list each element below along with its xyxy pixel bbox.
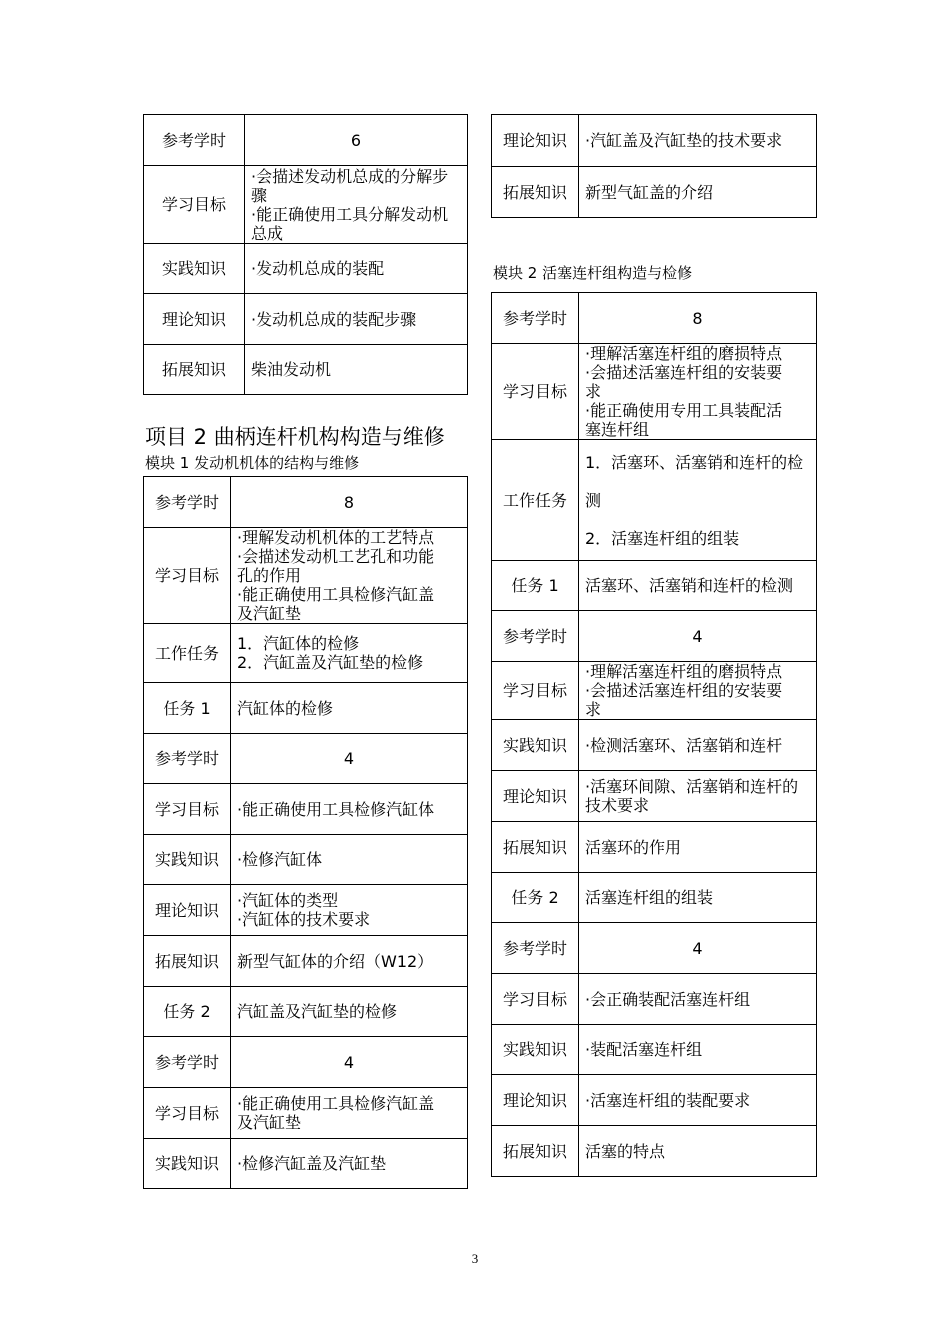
row-label: 参考学时 <box>492 611 579 662</box>
table-row <box>144 115 468 166</box>
value-line: ·能正确使用工具检修汽缸盖 <box>237 585 435 604</box>
row-label: 拓展知识 <box>144 936 231 987</box>
project-title: 项目 2 曲柄连杆机构构造与维修 <box>145 425 445 449</box>
value-line: 求 <box>585 382 602 401</box>
value-line: ·汽缸体的类型 <box>237 891 339 910</box>
value-line: 4 <box>343 1052 355 1072</box>
table-row <box>144 166 468 244</box>
value-line: 活塞环、活塞销和连杆的检测 <box>585 576 794 595</box>
row-value <box>231 734 468 784</box>
table-row <box>492 662 817 720</box>
module2-title: 模块 2 活塞连杆组构造与检修 <box>493 264 693 282</box>
row-value <box>231 987 468 1037</box>
value-line: ·理解活塞连杆组的磨损特点 <box>585 662 783 681</box>
row-label: 拓展知识 <box>492 822 579 873</box>
row-label: 学习目标 <box>144 784 231 835</box>
row-value <box>231 624 468 683</box>
row-label: 参考学时 <box>144 734 231 784</box>
value-line: 2．活塞连杆组的组装 <box>585 528 740 548</box>
value-line: ·发动机总成的装配 <box>251 259 385 278</box>
value-line: 汽缸盖及汽缸垫的检修 <box>237 1002 398 1021</box>
value-line: 8 <box>692 308 703 328</box>
value-line: ·能正确使用工具分解发动机 <box>251 204 449 224</box>
row-value <box>245 166 468 244</box>
value-line <box>585 472 810 491</box>
row-value <box>231 1088 468 1139</box>
row-value <box>579 822 817 873</box>
row-value <box>231 835 468 885</box>
row-value <box>579 662 817 720</box>
row-value <box>231 784 468 835</box>
row-label: 工作任务 <box>144 624 231 683</box>
value-line: 6 <box>350 130 362 150</box>
table-row <box>492 720 817 771</box>
value-line: ·会正确装配活塞连杆组 <box>585 989 751 1009</box>
value-line: 孔的作用 <box>237 566 302 585</box>
row-label: 参考学时 <box>144 115 245 166</box>
row-value <box>245 115 468 166</box>
row-label: 学习目标 <box>144 1088 231 1139</box>
table-row <box>144 734 468 784</box>
right-top-table <box>491 114 817 218</box>
row-label: 拓展知识 <box>492 167 579 218</box>
table-row <box>144 244 468 294</box>
row-value <box>579 115 817 167</box>
row-value <box>245 244 468 294</box>
value-line: ·会描述活塞连杆组的安装要 <box>585 363 783 382</box>
table-row <box>144 784 468 835</box>
row-value <box>231 683 468 734</box>
value-line: 4 <box>692 626 703 646</box>
table-row <box>144 1088 468 1139</box>
table-row <box>144 835 468 885</box>
module1-table <box>143 476 468 1189</box>
left-column <box>143 114 468 1189</box>
value-line: 测 <box>585 490 602 510</box>
row-value <box>579 344 817 440</box>
value-line: ·能正确使用工具检修汽缸盖 <box>237 1094 435 1113</box>
row-value <box>579 1025 817 1075</box>
page-number: 3 <box>471 1251 479 1266</box>
table-row <box>492 923 817 974</box>
row-label: 任务 2 <box>144 987 231 1037</box>
row-value <box>579 293 817 344</box>
module1-title: 模块 1 发动机机体的结构与维修 <box>145 454 360 472</box>
table-row <box>492 974 817 1025</box>
table-row <box>144 1139 468 1189</box>
value-line: ·检修汽缸体 <box>237 850 323 869</box>
row-label: 拓展知识 <box>492 1126 579 1177</box>
table-row <box>492 611 817 662</box>
value-line: ·活塞环间隙、活塞销和连杆的 <box>585 777 799 796</box>
value-line: ·装配活塞连杆组 <box>585 1040 703 1059</box>
row-label: 工作任务 <box>492 440 579 561</box>
module2-table <box>491 292 817 1177</box>
row-label: 任务 2 <box>492 873 579 923</box>
row-value <box>231 885 468 936</box>
value-line: ·汽缸体的技术要求 <box>237 910 371 929</box>
value-line: 活塞连杆组的组装 <box>585 888 714 907</box>
row-value <box>231 1139 468 1189</box>
value-line: ·活塞连杆组的装配要求 <box>585 1090 751 1110</box>
value-line: 塞连杆组 <box>585 420 650 439</box>
value-line: ·理解发动机机体的工艺特点 <box>237 528 435 547</box>
table-row <box>144 477 468 528</box>
value-line: ·检测活塞环、活塞销和连杆 <box>585 735 783 755</box>
value-line: 骤 <box>251 185 268 205</box>
row-label: 拓展知识 <box>144 345 245 395</box>
row-label: 任务 1 <box>144 683 231 734</box>
row-label: 学习目标 <box>492 662 579 720</box>
value-line: 新型气缸体的介绍（W12） <box>237 951 434 971</box>
value-line: ·会描述发动机工艺孔和功能 <box>237 547 435 566</box>
value-line: 及汽缸垫 <box>237 604 302 623</box>
value-line: 柴油发动机 <box>251 360 332 379</box>
value-line: ·能正确使用工具检修汽缸体 <box>237 799 435 819</box>
row-label: 理论知识 <box>144 885 231 936</box>
value-line: ·会描述发动机总成的分解步 <box>251 166 449 186</box>
row-label: 理论知识 <box>492 1075 579 1126</box>
table-row <box>144 936 468 987</box>
value-line: ·理解活塞连杆组的磨损特点 <box>585 344 783 363</box>
row-label: 参考学时 <box>492 293 579 344</box>
table-row <box>492 873 817 923</box>
row-value <box>579 720 817 771</box>
row-label: 参考学时 <box>492 923 579 974</box>
row-label: 实践知识 <box>144 244 245 294</box>
row-label: 参考学时 <box>144 477 231 528</box>
table-row <box>492 115 817 167</box>
table-row <box>492 561 817 611</box>
row-label: 学习目标 <box>492 344 579 440</box>
right-column <box>491 114 817 1177</box>
table-row <box>492 1075 817 1126</box>
row-value <box>579 974 817 1025</box>
value-line: 4 <box>692 938 703 958</box>
row-label: 理论知识 <box>492 115 579 167</box>
value-line: 总成 <box>251 223 284 243</box>
value-line: 4 <box>343 749 355 768</box>
row-label: 参考学时 <box>144 1037 231 1088</box>
table-row <box>492 293 817 344</box>
value-line: 求 <box>585 700 602 719</box>
value-line: 技术要求 <box>585 796 650 815</box>
value-line: ·发动机总成的装配步骤 <box>251 309 417 329</box>
value-line: 活塞环的作用 <box>585 837 682 857</box>
row-value <box>231 477 468 528</box>
left-top-table <box>143 114 468 395</box>
row-value <box>245 345 468 395</box>
row-label: 理论知识 <box>492 771 579 822</box>
table-row <box>144 885 468 936</box>
row-value <box>579 561 817 611</box>
row-value <box>579 873 817 923</box>
row-label: 任务 1 <box>492 561 579 611</box>
table-row <box>492 167 817 218</box>
table-row <box>144 624 468 683</box>
value-line: ·会描述活塞连杆组的安装要 <box>585 681 783 700</box>
row-label: 学习目标 <box>492 974 579 1025</box>
row-label: 实践知识 <box>144 1139 231 1189</box>
value-line: 新型气缸盖的介绍 <box>585 182 714 202</box>
row-value <box>245 294 468 345</box>
row-label: 学习目标 <box>144 166 245 244</box>
value-line: 1．活塞环、活塞销和连杆的检 <box>585 452 804 472</box>
table-row <box>492 1025 817 1075</box>
table-row <box>144 987 468 1037</box>
value-line <box>585 510 810 529</box>
table-row <box>492 771 817 822</box>
table-row <box>492 1126 817 1177</box>
value-line: ·能正确使用专用工具装配活 <box>585 401 783 420</box>
row-value <box>231 936 468 987</box>
row-value <box>579 440 817 561</box>
table-row <box>144 345 468 395</box>
row-value <box>579 611 817 662</box>
row-value <box>231 528 468 624</box>
table-row <box>144 294 468 345</box>
row-value <box>579 1126 817 1177</box>
table-row <box>144 528 468 624</box>
row-value <box>579 1075 817 1126</box>
row-value <box>579 771 817 822</box>
value-line: ·检修汽缸盖及汽缸垫 <box>237 1154 387 1173</box>
row-label: 学习目标 <box>144 528 231 624</box>
row-value <box>579 167 817 218</box>
row-label: 实践知识 <box>492 1025 579 1075</box>
value-line: 及汽缸垫 <box>237 1113 302 1132</box>
value-line: 2．汽缸盖及汽缸垫的检修 <box>237 653 424 672</box>
row-label: 实践知识 <box>144 835 231 885</box>
row-value <box>231 1037 468 1088</box>
value-line: 汽缸体的检修 <box>237 698 334 718</box>
value-line: ·汽缸盖及汽缸垫的技术要求 <box>585 131 783 150</box>
table-row <box>492 822 817 873</box>
value-line: 8 <box>343 492 355 512</box>
table-row <box>144 683 468 734</box>
row-value <box>579 923 817 974</box>
value-line: 1．汽缸体的检修 <box>237 634 360 653</box>
value-line: 活塞的特点 <box>585 1141 666 1161</box>
table-row <box>492 440 817 561</box>
row-label: 理论知识 <box>144 294 245 345</box>
table-row <box>492 344 817 440</box>
table-row <box>144 1037 468 1088</box>
row-label: 实践知识 <box>492 720 579 771</box>
